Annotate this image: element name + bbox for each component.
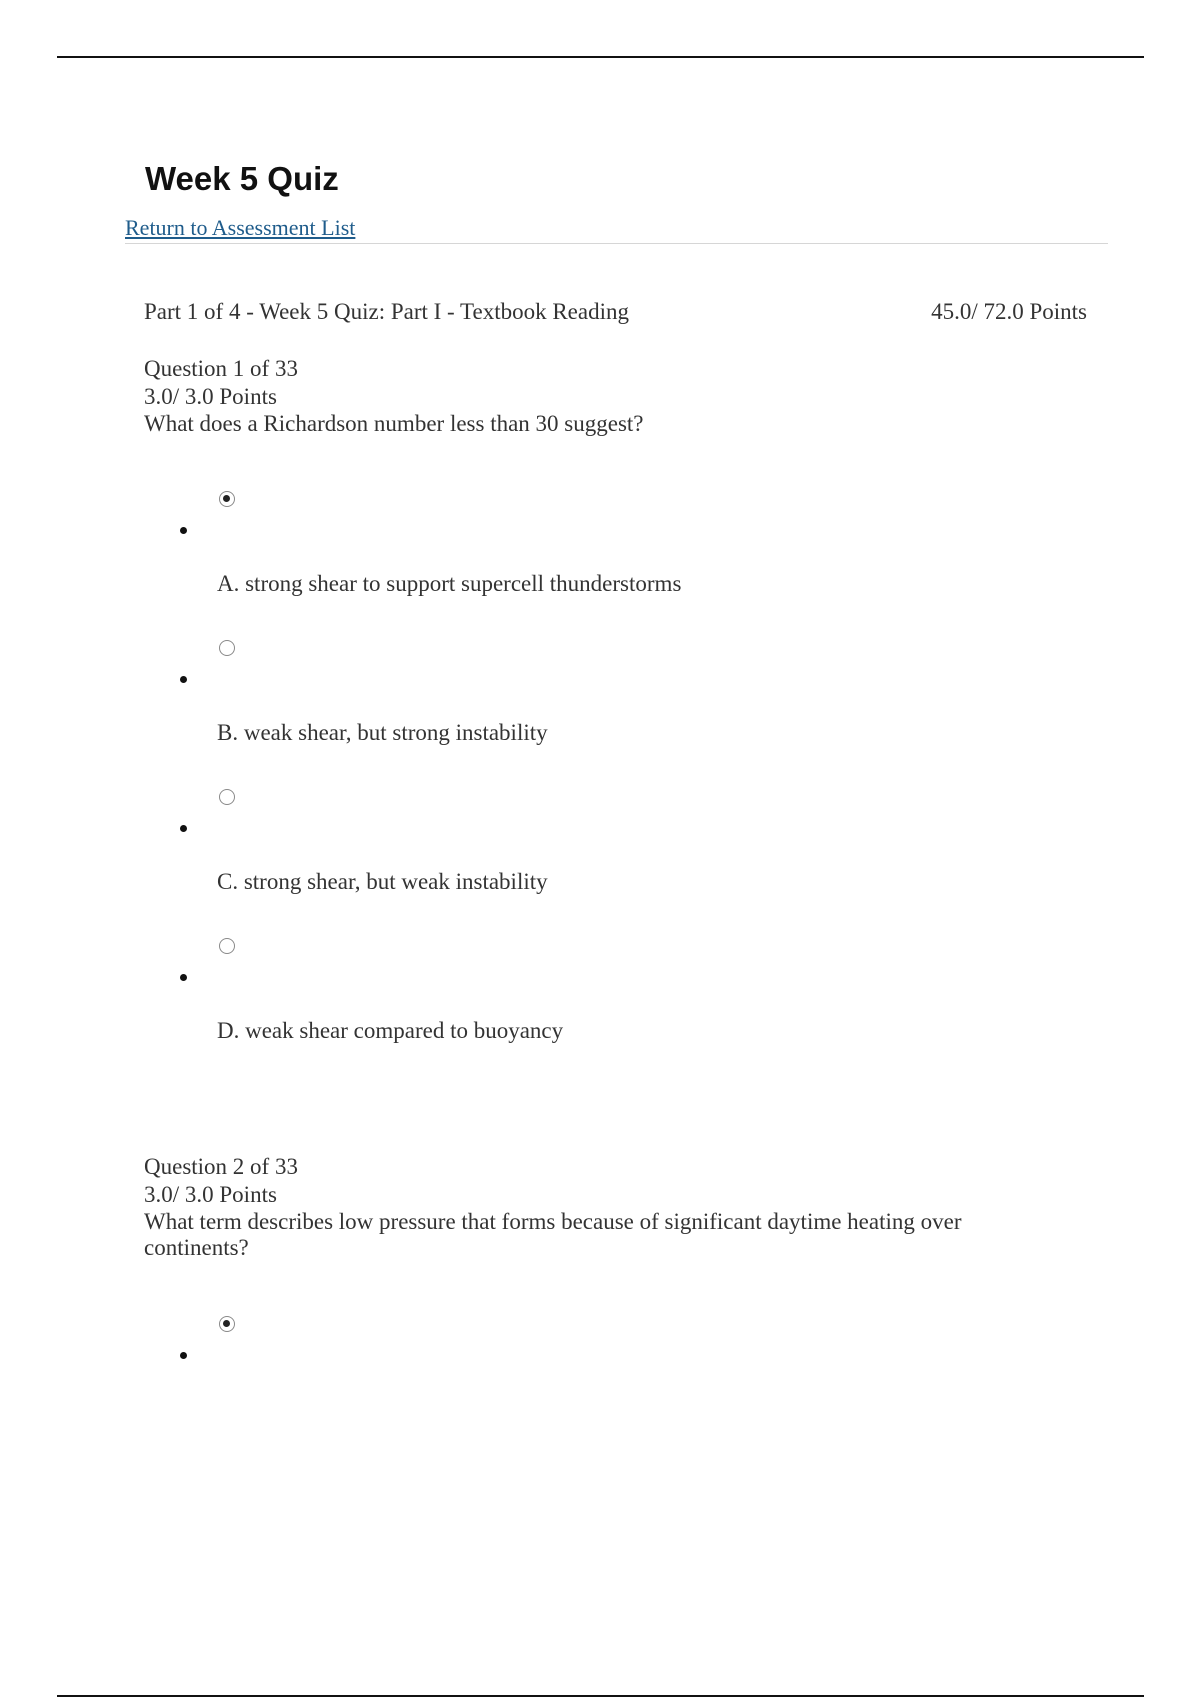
question-2-option-a[interactable] xyxy=(180,1316,1080,1436)
radio-selected-icon[interactable] xyxy=(219,1316,235,1332)
bullet-icon xyxy=(180,1352,187,1359)
question-1-option-b[interactable] xyxy=(180,640,1080,760)
part-points: 45.0/ 72.0 Points xyxy=(931,299,1087,324)
question-points: 3.0/ 3.0 Points xyxy=(144,384,277,409)
question-number: Question 2 of 33 xyxy=(144,1154,298,1179)
bullet-icon xyxy=(180,974,187,981)
bottom-rule xyxy=(57,1695,1144,1697)
radio-selected-icon[interactable] xyxy=(219,491,235,507)
question-prompt: What term describes low pressure that forms because of significant daytime heating over continents? xyxy=(144,1209,962,1260)
bullet-icon xyxy=(180,676,187,683)
option-label: C. strong shear, but weak instability xyxy=(217,869,548,894)
option-label: B. weak shear, but strong instability xyxy=(217,720,548,745)
radio-unselected-icon[interactable] xyxy=(219,640,235,656)
question-1 xyxy=(144,355,1044,437)
top-rule xyxy=(57,56,1144,58)
return-to-assessment-list-link[interactable]: Return to Assessment List xyxy=(125,215,356,240)
option-label: A. strong shear to support supercell thunderstorms xyxy=(217,571,682,596)
part-header xyxy=(144,299,1087,325)
question-number: Question 1 of 33 xyxy=(144,356,298,381)
radio-unselected-icon[interactable] xyxy=(219,938,235,954)
question-prompt: What does a Richardson number less than 30 suggest? xyxy=(144,411,644,436)
question-2 xyxy=(144,1153,1044,1261)
question-1-option-c[interactable] xyxy=(180,789,1080,909)
question-points: 3.0/ 3.0 Points xyxy=(144,1182,277,1207)
question-1-option-d[interactable] xyxy=(180,938,1080,1058)
header-divider xyxy=(125,243,1108,244)
radio-unselected-icon[interactable] xyxy=(219,789,235,805)
question-1-option-a[interactable] xyxy=(180,491,1080,611)
page-title: Week 5 Quiz xyxy=(145,160,339,197)
bullet-icon xyxy=(180,527,187,534)
bullet-icon xyxy=(180,825,187,832)
part-label: Part 1 of 4 - Week 5 Quiz: Part I - Textbook Reading xyxy=(144,299,629,324)
option-label: D. weak shear compared to buoyancy xyxy=(217,1018,564,1043)
